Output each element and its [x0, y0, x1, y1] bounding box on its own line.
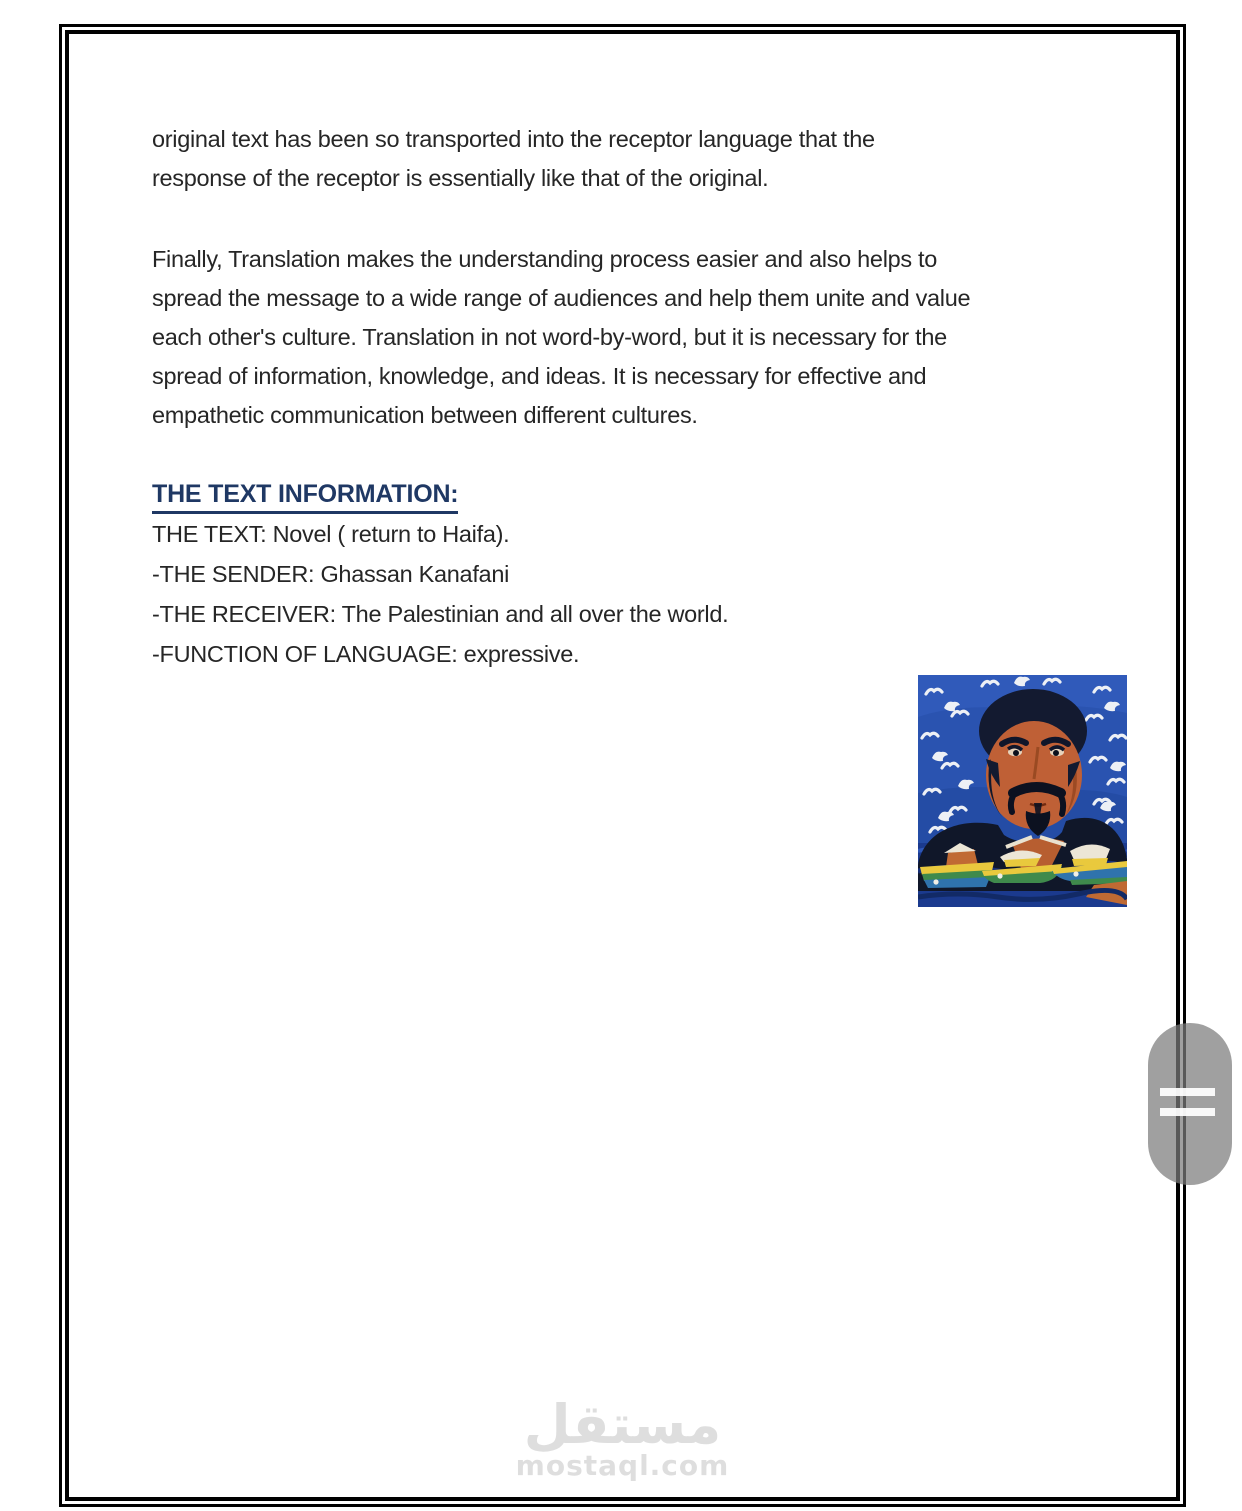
text-line: empathetic communication between different cultures. [152, 402, 698, 428]
text-information-list [152, 514, 728, 674]
scroll-handle[interactable] [1148, 1023, 1232, 1185]
text-line: spread of information, knowledge, and ideas. It is necessary for effective and [152, 363, 927, 389]
paragraph-2 [152, 240, 970, 435]
section-heading [152, 479, 458, 514]
text-line: original text has been so transported into the receptor language that the [152, 126, 875, 152]
drag-handle-icon [1160, 1088, 1215, 1096]
drag-handle-icon [1160, 1108, 1215, 1116]
paragraph-1 [152, 120, 875, 198]
mostaql-watermark-logo: مستقل [523, 1393, 722, 1456]
text-line: each other's culture. Translation in not word-by-word, but it is necessary for the [152, 324, 947, 350]
text-line: spread the message to a wide range of audiences and help them unite and value [152, 285, 971, 311]
mostaql-watermark-site: mostaql.com [515, 1449, 730, 1482]
text-line: -THE RECEIVER: The Palestinian and all over the world. [152, 601, 729, 627]
text-line: -THE SENDER: Ghassan Kanafani [152, 561, 510, 587]
section-heading-text: THE TEXT INFORMATION: [152, 479, 458, 514]
text-line: response of the receptor is essentially like that of the original. [152, 165, 769, 191]
text-line: -FUNCTION OF LANGUAGE: expressive. [152, 641, 580, 667]
text-line: THE TEXT: Novel ( return to Haifa). [152, 521, 510, 547]
kanafani-portrait-image [918, 675, 1127, 907]
text-line: Finally, Translation makes the understanding process easier and also helps to [152, 246, 938, 272]
